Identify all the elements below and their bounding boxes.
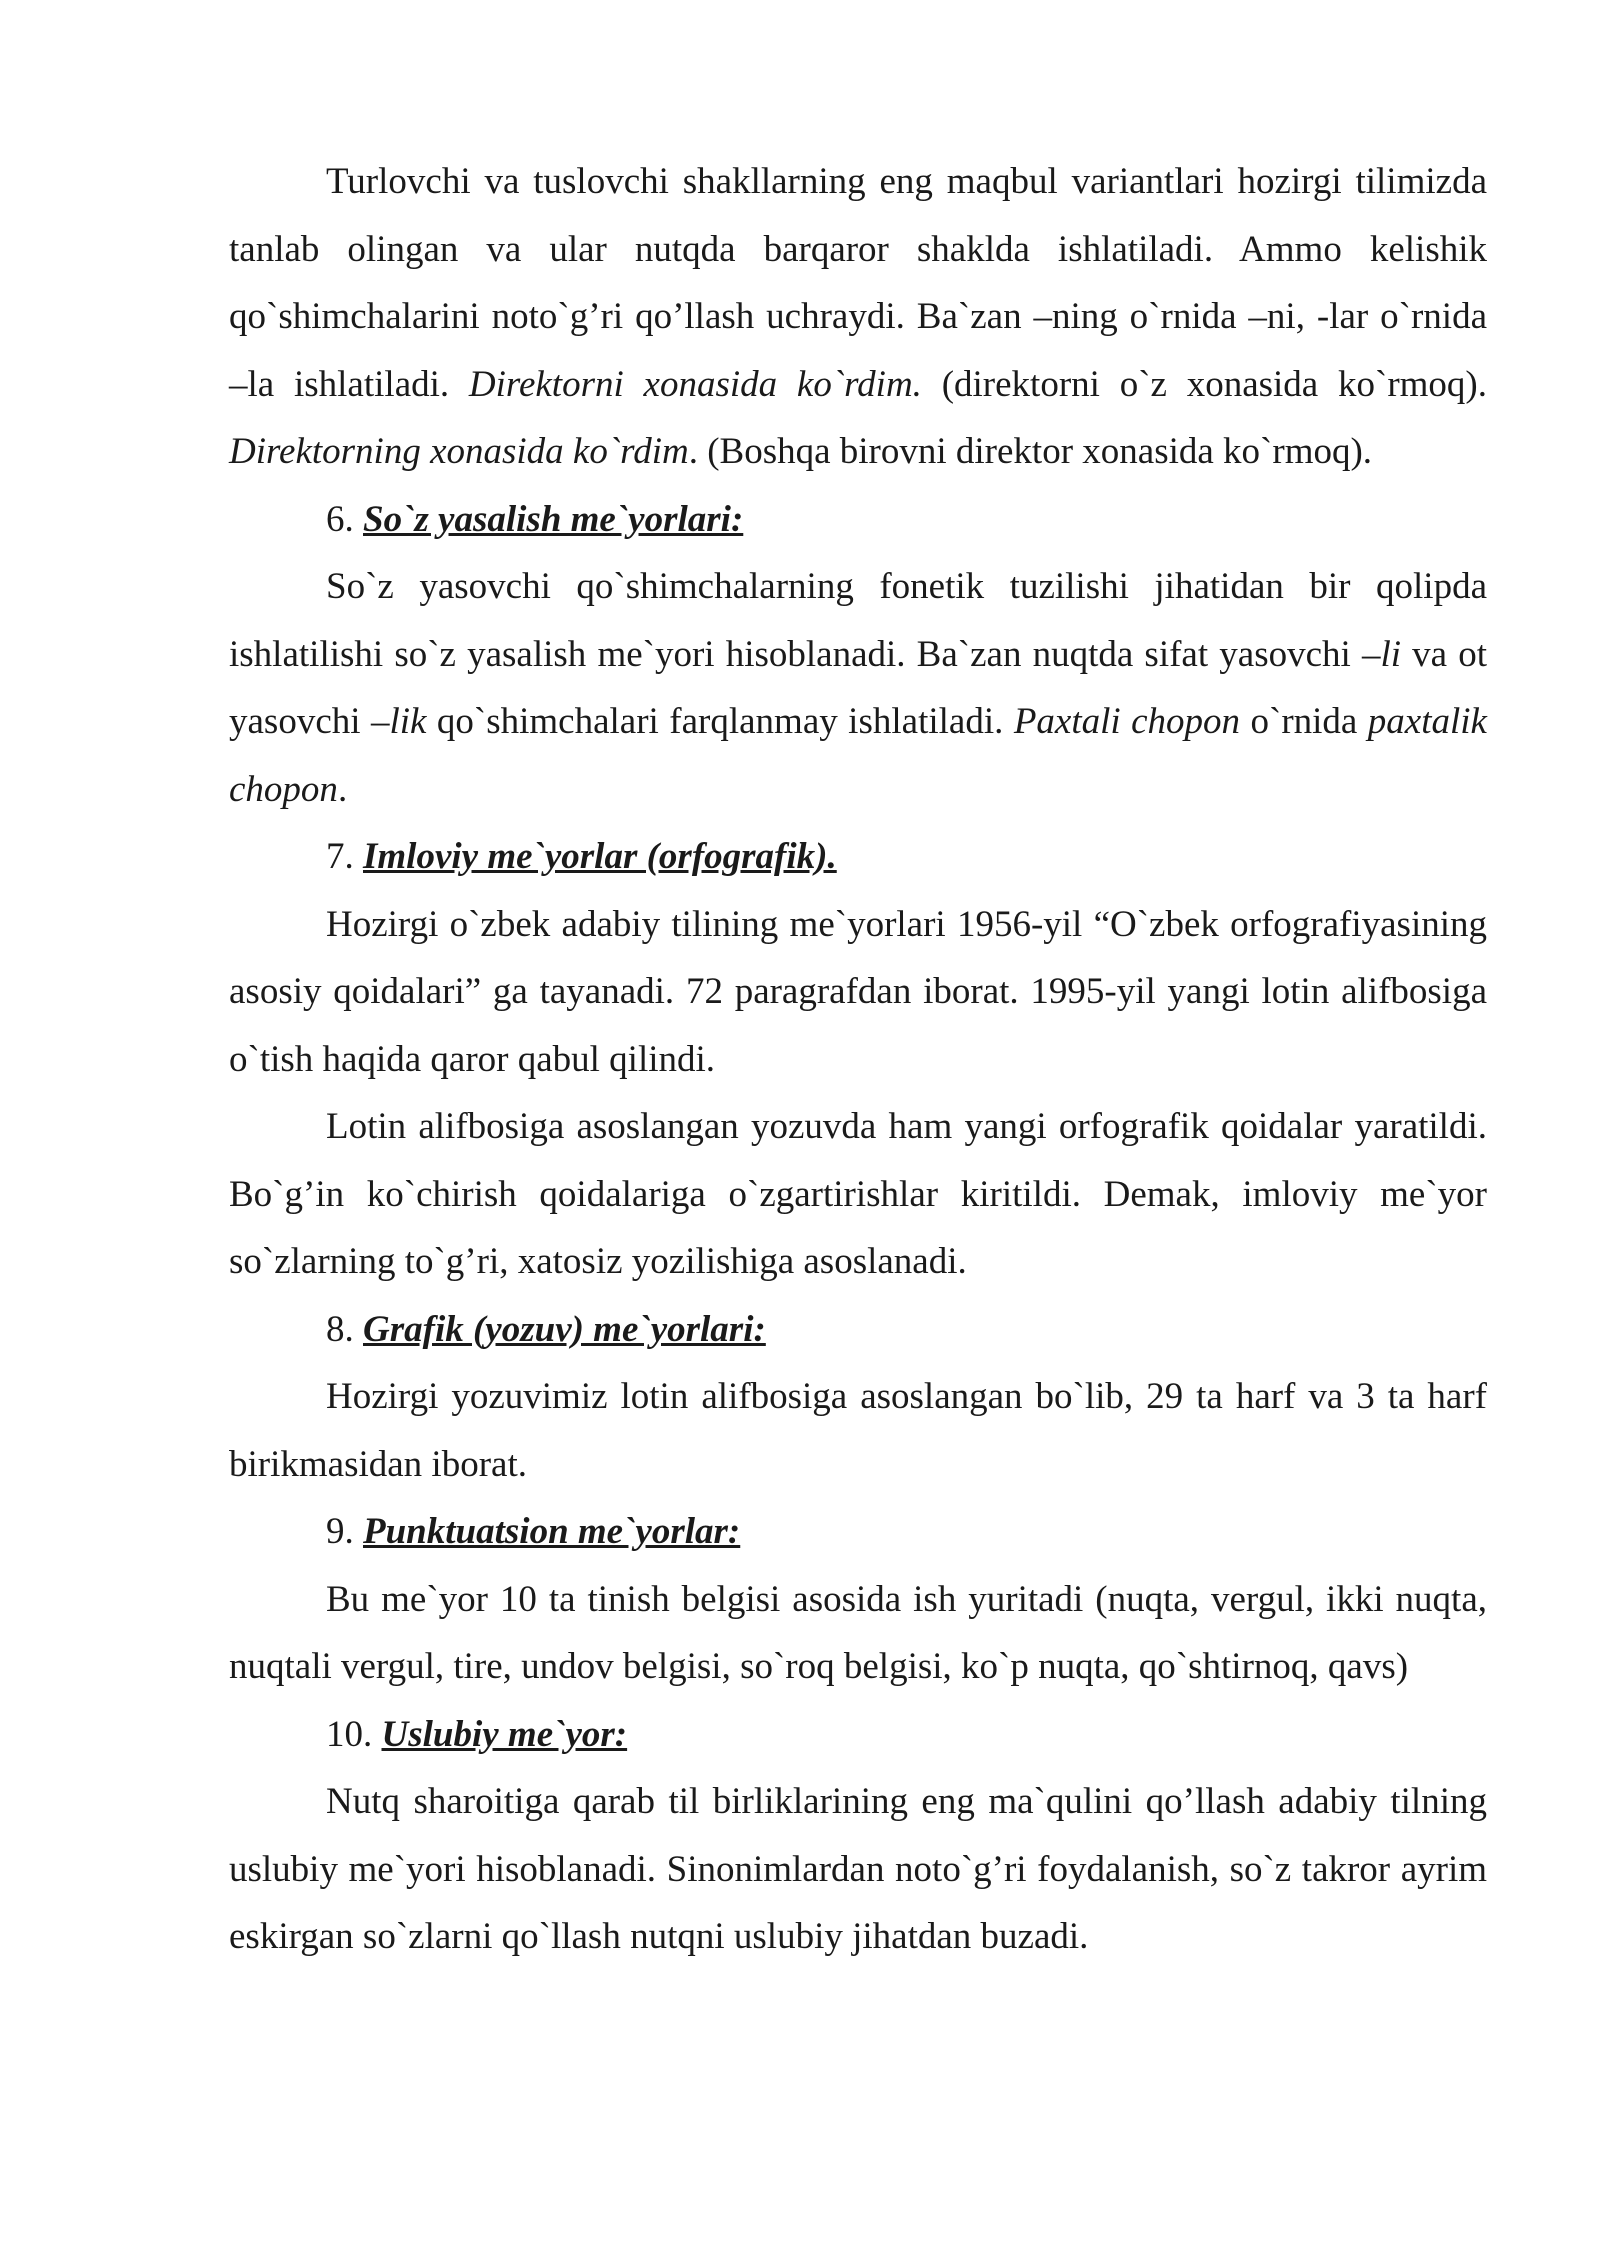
section-heading-9: [229, 1498, 1487, 1566]
section-title: Imloviy me`yorlar (orfografik).: [363, 836, 837, 877]
paragraph-stylistic-norms: Nutq sharoitiga qarab til birliklarining eng ma`qulini qo’llash adabiy tilning uslubiy me`yori hisoblanadi. Sinonimlardan noto`g’ri foydalanish, so`z takror ayrim eskirgan so`zlarni qo`llash nutqni uslubiy jihatdan buzadi.: [229, 1781, 1487, 1957]
section-number: 8.: [326, 1308, 363, 1350]
paragraph-text: So`z yasovchi qo`shimchalarning fonetik tuzilishi jihatidan bir qolipda ishlatilishi so`z yasalish me`yori hisoblanadi. Ba`zan nuqtda sifat yasovchi –: [229, 566, 1487, 675]
italic-example: Direktorni xonasida ko`rdim.: [468, 363, 922, 405]
paragraph-graphic-norms: Hozirgi yozuvimiz lotin alifbosiga asoslangan bo`lib, 29 ta harf va 3 ta harf birikmasidan iborat.: [229, 1376, 1487, 1485]
paragraph-orthography-1956: Hozirgi o`zbek adabiy tilining me`yorlari 1956-yil “O`zbek orfografiyasining asosiy qoidalari” ga tayanadi. 72 paragrafdan iborat. 1995-yil yangi lotin alifbosiga o`tish haqida qaror qabul qilindi.: [229, 903, 1487, 1080]
paragraph-punctuation-norms: Bu me`yor 10 ta tinish belgisi asosida ish yuritadi (nuqta, vergul, ikki nuqta, nuqtali vergul, tire, undov belgisi, so`roq belgisi, ko`p nuqta, qo`shtirnoq, qavs): [229, 1578, 1487, 1687]
italic-example: paxtalik chopon: [229, 701, 1487, 810]
section-title: Grafik (yozuv) me`yorlari:: [363, 1308, 766, 1350]
paragraph-text: Turlovchi va tuslovchi shakllarning eng maqbul variantlari hozirgi tilimizda tanlab olingan va ular nutqda barqaror shaklda ishlatiladi. Ammo kelishik qo`shimchalarini noto`g’ri qo’llash uchraydi. Ba`zan –ning o`rnida –ni, -lar o`rnida –la ishlatiladi.: [229, 161, 1487, 405]
paragraph-text: .: [337, 768, 348, 810]
section-title: So`z yasalish me`yorlari:: [363, 498, 744, 540]
section-heading-6: [229, 486, 1487, 554]
section-number: 10.: [326, 1713, 382, 1755]
section-number: 6.: [326, 498, 363, 540]
paragraph-text: (direktorni o`z xonasida ko`rmoq).: [921, 363, 1487, 405]
section-heading-8: [229, 1296, 1487, 1364]
italic-example: li: [1380, 633, 1402, 675]
paragraph-text: o`rnida: [1240, 701, 1368, 742]
paragraph-inflection-norms: [229, 148, 1487, 486]
section-heading-10: [229, 1701, 1487, 1769]
paragraph-text: . (Boshqa birovni direktor xonasida ko`rmoq).: [688, 431, 1373, 472]
document-page: [229, 148, 1487, 1971]
section-number: 7.: [326, 836, 363, 877]
paragraph-text: qo`shimchalari farqlanmay ishlatiladi.: [426, 701, 1014, 742]
section-heading-7: [229, 823, 1487, 891]
section-title: Punktuatsion me`yorlar:: [363, 1511, 741, 1552]
paragraph-word-formation: [229, 553, 1487, 823]
section-title: Uslubiy me`yor:: [381, 1713, 628, 1755]
italic-example: Paxtali chopon: [1013, 701, 1241, 742]
section-number: 9.: [326, 1511, 363, 1552]
italic-example: lik: [389, 701, 427, 742]
paragraph-latin-alphabet: Lotin alifbosiga asoslangan yozuvda ham yangi orfografik qoidalar yaratildi. Bo`g’in ko`chirish qoidalariga o`zgartirishlar kiritildi. Demak, imloviy me`yor so`zlarning to`g’ri, xatosiz yozilishiga asoslanadi.: [229, 1106, 1487, 1282]
paragraph-text: va ot yasovchi –: [229, 633, 1487, 742]
italic-example: Direktorning xonasida ko`rdim: [229, 431, 689, 472]
